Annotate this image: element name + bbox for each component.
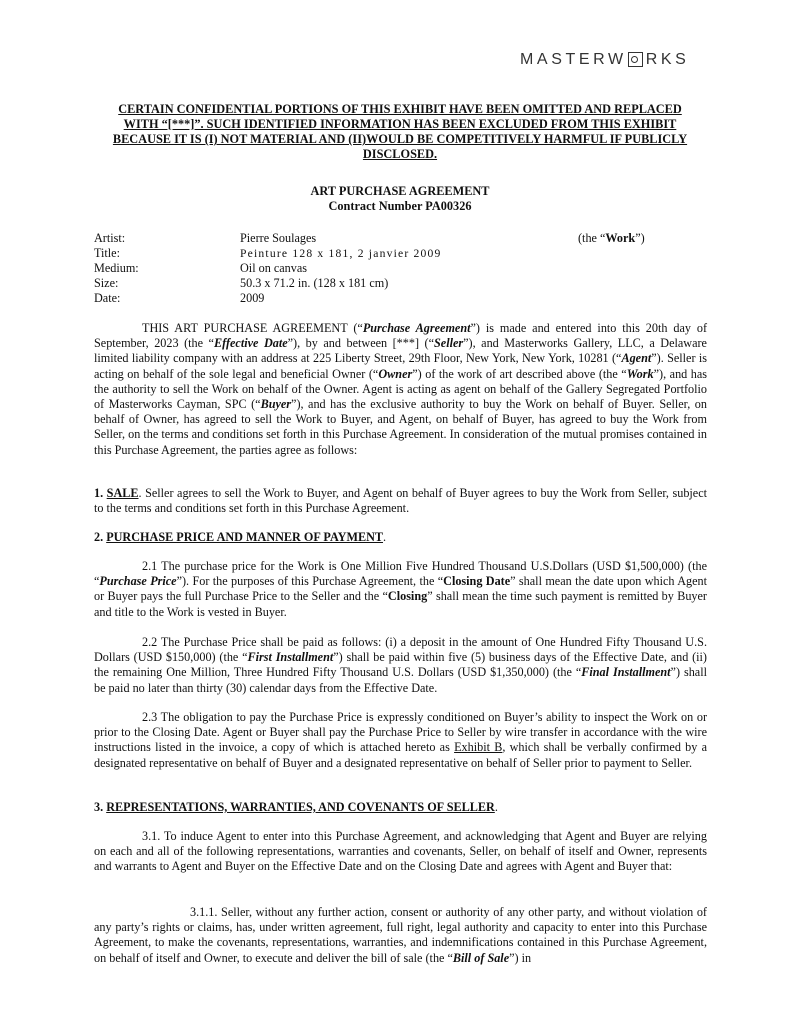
paragraph-2-3: 2.3 The obligation to pay the Purchase Price is expressly conditioned on Buyer’s ability to inspect the Work on or prior to the Closing Date. Agent or Buyer shall pay the Purchase Price to Seller by wire transfer in accordance with the wire instructions listed in the invoice, a copy of which is attached hereto as Exhibit B, which shall be verbally confirmed by a designated representative on behalf of Buyer and a designated representative on behalf of Seller prior to payment to Seller.: [94, 710, 707, 770]
contract-number: Contract Number PA00326: [328, 199, 472, 213]
date-value: 2009: [240, 291, 265, 305]
artist-label: Artist:: [94, 231, 126, 245]
confidentiality-notice: CERTAIN CONFIDENTIAL PORTIONS OF THIS EXHIBIT HAVE BEEN OMITTED AND REPLACED WITH “[***]”. SUCH IDENTIFIED INFORMATION HAS BEEN EXCLUDED FROM THIS EXHIBIT BECAUSE IT IS (I) NOT MATERIAL AND (II)WOULD BE COMPETITIVELY HARMFUL IF PUBLICLY DISCLOSED.: [112, 102, 688, 161]
agreement-title: ART PURCHASE AGREEMENT: [310, 184, 490, 198]
work-details: [94, 231, 714, 306]
agreement-heading: [200, 184, 600, 214]
paragraph-2-2: 2.2 The Purchase Price shall be paid as follows: (i) a deposit in the amount of One Hundred Fifty Thousand U.S. Dollars (USD $150,000) (the “First Installment”) shall be paid within five (5) business days of the Effective Date, and (ii) the remaining One Million, Three Hundred Fifty Thousand U.S. Dollars (USD $1,350,000) (the “Final Installment”) shall be paid no later than thirty (30) calendar days from the Effective Date.: [94, 635, 707, 695]
detail-row-date: [94, 291, 714, 306]
title-value: Peinture 128 x 181, 2 janvier 2009: [240, 247, 442, 260]
intro-paragraph: THIS ART PURCHASE AGREEMENT (“Purchase Agreement”) is made and entered into this 20th day of September, 2023 (the “Effective Date”), by and between [***] (“Seller”), and Masterworks Gallery, LLC, a Delaware limited liability company with an address at 225 Liberty Street, 29th Floor, New York, New York, 10281 (“Agent”). Seller is acting on behalf of the sole legal and beneficial Owner (“Owner”) of the work of art described above (the “Work”), and has the authority to sell the Work on behalf of the Owner. Agent is acting as agent on behalf of the Gallery Segregated Portfolio of Masterworks Cayman, SPC (“Buyer”), and has the exclusive authority to buy the Work on behalf of Buyer. Seller, on behalf of Owner, has agreed to sell the Work to Buyer, and Agent, on behalf of Buyer, has agreed to buy the Work from Seller, on the terms and conditions set forth in this Purchase Agreement. In consideration of the mutual promises contained in this Purchase Agreement, the parties agree as follows:: [94, 321, 708, 457]
logo-o-square-icon: [628, 52, 643, 67]
exhibit-b-reference: Exhibit B: [454, 740, 503, 755]
masterworks-logo: [520, 52, 689, 67]
section-3-heading: 3. REPRESENTATIONS, WARRANTIES, AND COVENANTS OF SELLER.: [94, 800, 498, 814]
detail-row-medium: [94, 261, 714, 276]
size-label: Size:: [94, 276, 119, 290]
section-2-heading: 2. PURCHASE PRICE AND MANNER OF PAYMENT.: [94, 530, 387, 544]
medium-value: Oil on canvas: [240, 261, 308, 275]
date-label: Date:: [94, 291, 121, 305]
work-definition: (the “Work”): [578, 231, 645, 245]
section-1-sale: 1. SALE. Seller agrees to sell the Work to Buyer, and Agent on behalf of Buyer agrees to buy the Work from Seller, subject to the terms and conditions set forth in this Purchase Agreement.: [94, 486, 708, 516]
detail-row-artist: [94, 231, 714, 246]
paragraph-3-1: 3.1. To induce Agent to enter into this Purchase Agreement, and acknowledging that Agent and Buyer are relying on each and all of the following representations, warranties and covenants, Seller, on behalf of itself and Owner, represents and warrants to Agent and Buyer on the Effective Date and on the Closing Date and agrees with Agent and Buyer that:: [94, 829, 707, 874]
paragraph-3-1-1: 3.1.1. Seller, without any further action, consent or authority of any other party, and without violation of any party’s rights or claims, has, under written agreement, full right, legal authority and capacity to enter into this Purchase Agreement, to make the covenants, representations, warranties, and indemnifications contained in this Purchase Agreement, on behalf of itself and Owner, to execute and deliver the bill of sale (the “Bill of Sale”) in: [94, 905, 707, 965]
medium-label: Medium:: [94, 261, 139, 275]
detail-row-size: [94, 276, 714, 291]
detail-row-title: [94, 246, 714, 261]
size-value: 50.3 x 71.2 in. (128 x 181 cm): [240, 276, 389, 290]
artist-value: Pierre Soulages: [240, 231, 317, 245]
section-1-title: SALE: [106, 486, 139, 500]
logo-text-left: MASTERW: [520, 51, 627, 68]
title-label: Title:: [94, 246, 120, 260]
logo-text-right: RKS: [645, 51, 690, 68]
paragraph-2-1: 2.1 The purchase price for the Work is One Million Five Hundred Thousand U.S.Dollars (USD $1,500,000) (the “Purchase Price”). For the purposes of this Purchase Agreement, the “Closing Date” shall mean the date upon which Agent or Buyer pays the full Purchase Price to the Seller and the “Closing” shall mean the time such payment is remitted by Buyer and title to the Work is vested in Buyer.: [94, 559, 708, 619]
